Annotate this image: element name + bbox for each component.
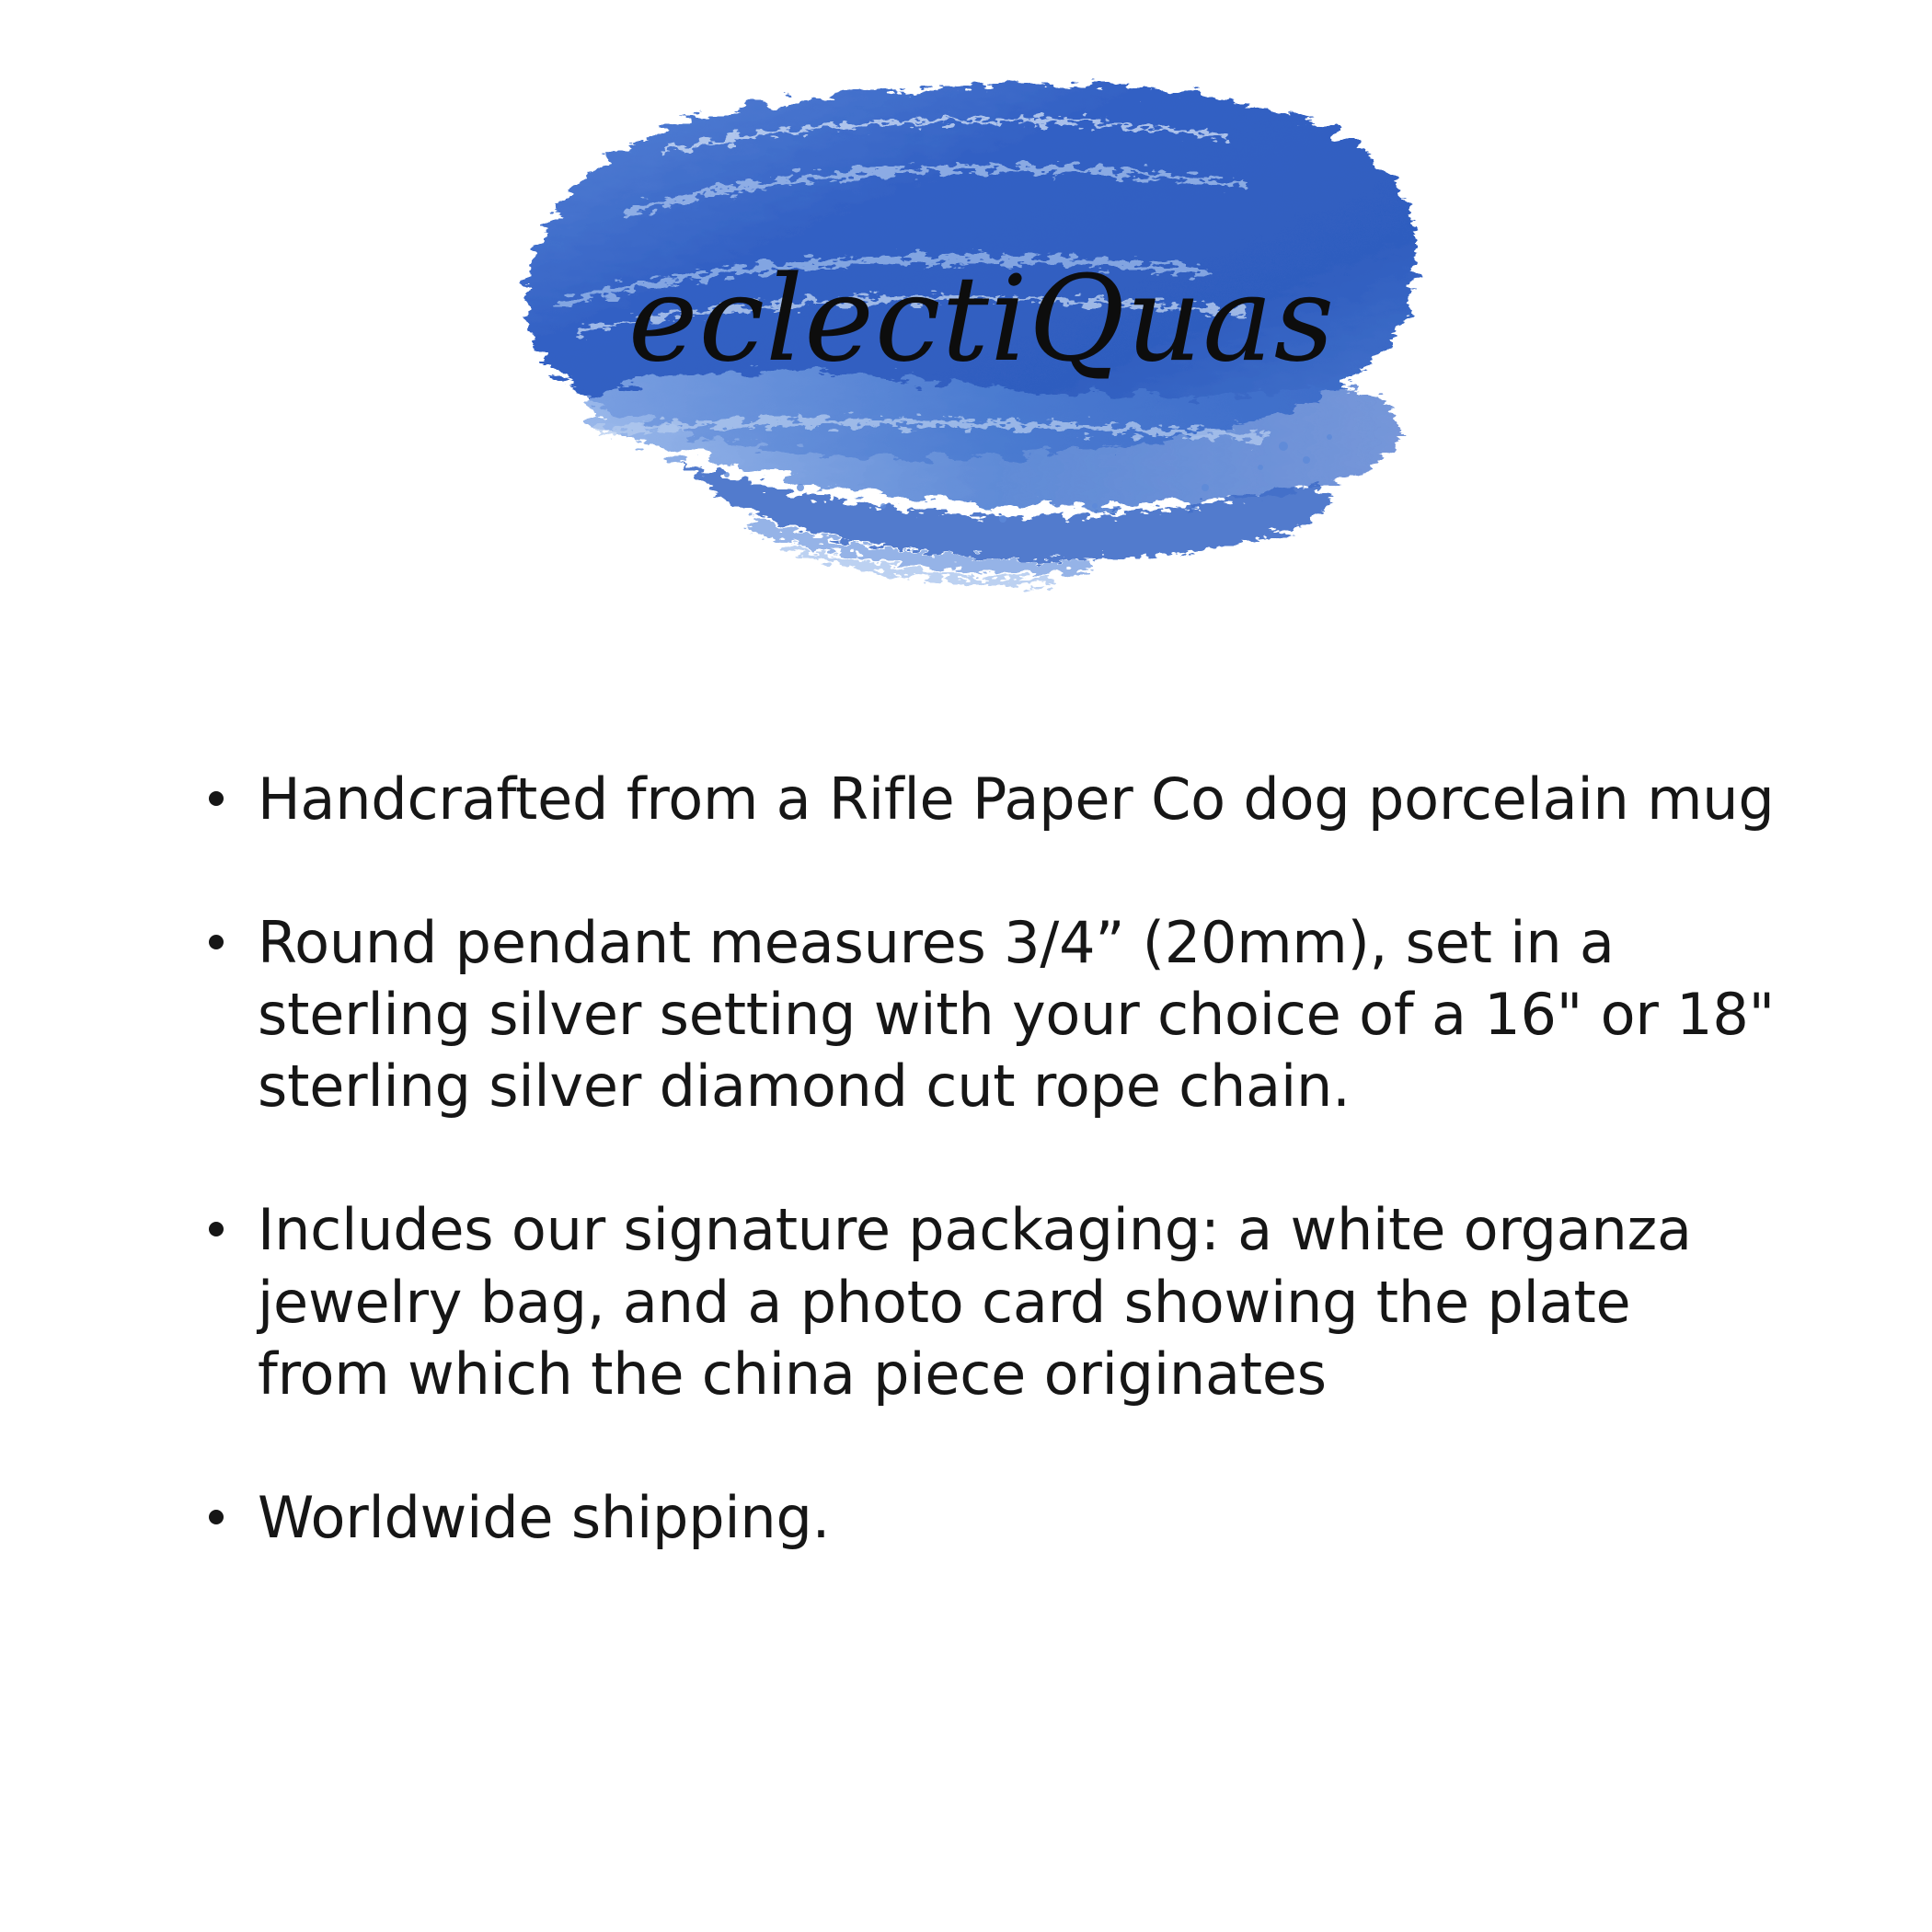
brand-logo-block [0,0,1932,681]
list-item: Handcrafted from a Rifle Paper Co dog porcelain mug [198,764,1780,835]
list-item: Worldwide shipping. [198,1482,1780,1554]
list-item: Includes our signature packaging: a white organza jewelry bag, and a photo card showing the plate from which the china piece originates [198,1194,1780,1409]
brush-stroke-icon [451,28,1490,644]
feature-list [198,764,1780,1554]
brand-wordmark-text: eclectiQuas [627,250,1336,388]
brush-stroke-graphic [451,28,1490,644]
list-item: Round pendant measures 3/4” (20mm), set in a sterling silver setting with your choice of a 16" or 18" sterling silver diamond cut rope chain. [198,907,1780,1122]
